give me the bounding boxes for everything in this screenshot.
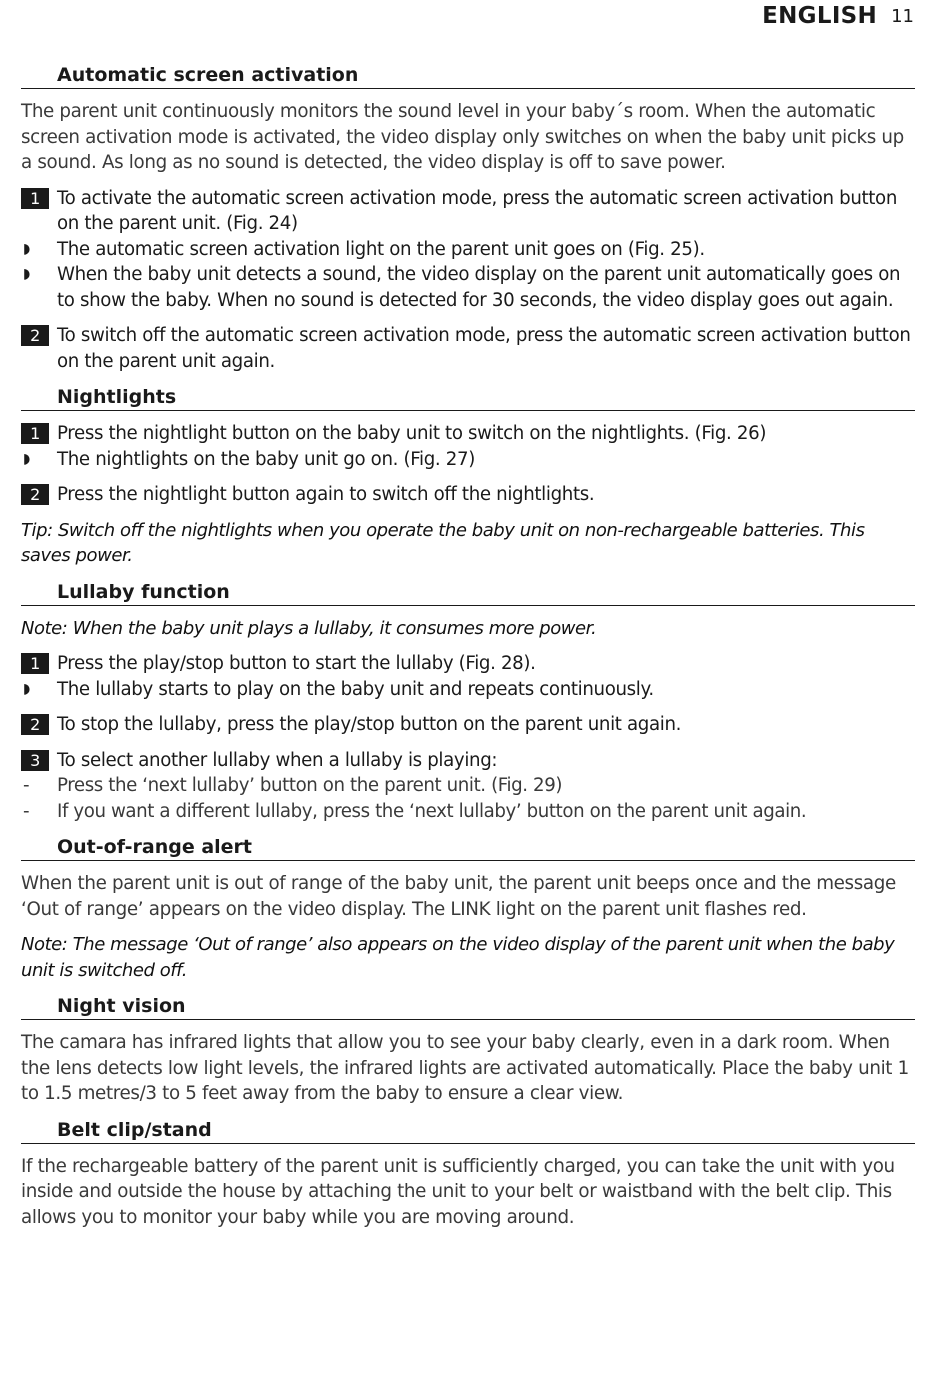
step-item — [21, 712, 915, 738]
tip-text: Tip: Switch off the nightlights when you operate the baby unit on non-rechargeable batteries. This saves power. — [21, 519, 865, 566]
step-text: Press the nightlight button again to switch off the nightlights. — [57, 484, 595, 505]
section-title: Automatic screen activation — [21, 62, 915, 89]
page-content — [21, 62, 915, 1240]
step-item — [21, 651, 915, 677]
arrow-right-icon: ◗ — [23, 240, 31, 257]
paragraph: If the rechargeable battery of the parent unit is sufficiently charged, you can take the unit with you inside and outside the house by attaching the unit to your belt or waistband with the belt clip. This allows you to monitor your baby while you are moving around. — [21, 1155, 895, 1228]
step-text: Press the nightlight button on the baby unit to switch on the nightlights. (Fig. 26) — [57, 423, 767, 444]
step-number: 2 — [21, 484, 49, 505]
section-nightlights — [21, 384, 915, 569]
step-text: To activate the automatic screen activation mode, press the automatic screen activation button on the parent unit. (Fig. 24) — [57, 187, 898, 234]
section-night-vision — [21, 993, 915, 1107]
section-belt-clip — [21, 1117, 915, 1231]
result-item — [21, 237, 915, 263]
paragraph: When the parent unit is out of range of the baby unit, the parent unit beeps once and the message ‘Out of range’ appears on the video display. The LINK light on the parent unit flashes red. — [21, 873, 896, 920]
step-number: 1 — [21, 188, 49, 209]
dash-bullet: - — [23, 775, 30, 796]
dash-item — [21, 799, 915, 825]
arrow-right-icon: ◗ — [23, 450, 31, 467]
step-item — [21, 323, 915, 374]
section-out-of-range — [21, 834, 915, 983]
step-item — [21, 482, 915, 508]
dash-bullet: - — [23, 800, 30, 822]
paragraph: The camara has infrared lights that allow you to see your baby clearly, even in a dark room. When the lens detects low light levels, the infrared lights are activated automatically. Place the baby unit 1 to 1.5 metres/3 to 5 feet away from the baby to ensure a clear view. — [21, 1032, 909, 1104]
section-title: Lullaby function — [21, 579, 915, 606]
section-title: Out-of-range alert — [21, 834, 915, 861]
step-number: 3 — [21, 750, 49, 771]
arrow-right-icon: ◗ — [23, 680, 31, 697]
paragraph: The parent unit continuously monitors the sound level in your baby´s room. When the automatic screen activation mode is activated, the video display only switches on when the baby unit picks up a sound. As long as no sound is detected, the video display is off to save power. — [21, 101, 904, 173]
step-number: 2 — [21, 325, 49, 346]
page-header — [762, 0, 914, 32]
step-text: To switch off the automatic screen activation mode, press the automatic screen activation button on the parent unit again. — [57, 325, 911, 372]
step-text: To stop the lullaby, press the play/stop button on the parent unit again. — [57, 714, 682, 735]
step-number: 2 — [21, 714, 49, 735]
step-text: To select another lullaby when a lullaby is playing: — [57, 749, 498, 771]
page-number: 11 — [891, 5, 914, 27]
result-item — [21, 262, 915, 313]
result-item — [21, 677, 915, 703]
step-text: Press the play/stop button to start the lullaby (Fig. 28). — [57, 653, 536, 674]
result-item — [21, 447, 915, 473]
dash-text: Press the ‘next lullaby’ button on the parent unit. (Fig. 29) — [57, 775, 563, 796]
language-label: ENGLISH — [762, 3, 878, 29]
section-title: Night vision — [21, 993, 915, 1020]
section-auto-screen — [21, 62, 915, 374]
step-number: 1 — [21, 423, 49, 444]
note-text: Note: When the baby unit plays a lullaby, it consumes more power. — [21, 617, 597, 639]
note-text: Note: The message ‘Out of range’ also appears on the video display of the parent unit when the baby unit is switched off. — [21, 934, 895, 981]
section-lullaby — [21, 579, 915, 825]
dash-item — [21, 773, 915, 799]
result-text: When the baby unit detects a sound, the video display on the parent unit automatically goes on to show the baby. When no sound is detected for 30 seconds, the video display goes out again. — [57, 264, 901, 311]
arrow-right-icon: ◗ — [23, 266, 31, 282]
result-text: The nightlights on the baby unit go on. (Fig. 27) — [57, 448, 475, 470]
step-item — [21, 186, 915, 237]
step-item — [21, 748, 915, 774]
dash-text: If you want a different lullaby, press the ‘next lullaby’ button on the parent unit again. — [57, 800, 807, 822]
result-text: The lullaby starts to play on the baby unit and repeats continuously. — [57, 678, 654, 700]
result-text: The automatic screen activation light on the parent unit goes on (Fig. 25). — [57, 238, 705, 260]
step-item — [21, 421, 915, 447]
section-title: Belt clip/stand — [21, 1117, 915, 1144]
section-title: Nightlights — [21, 384, 915, 411]
step-number: 1 — [21, 653, 49, 674]
